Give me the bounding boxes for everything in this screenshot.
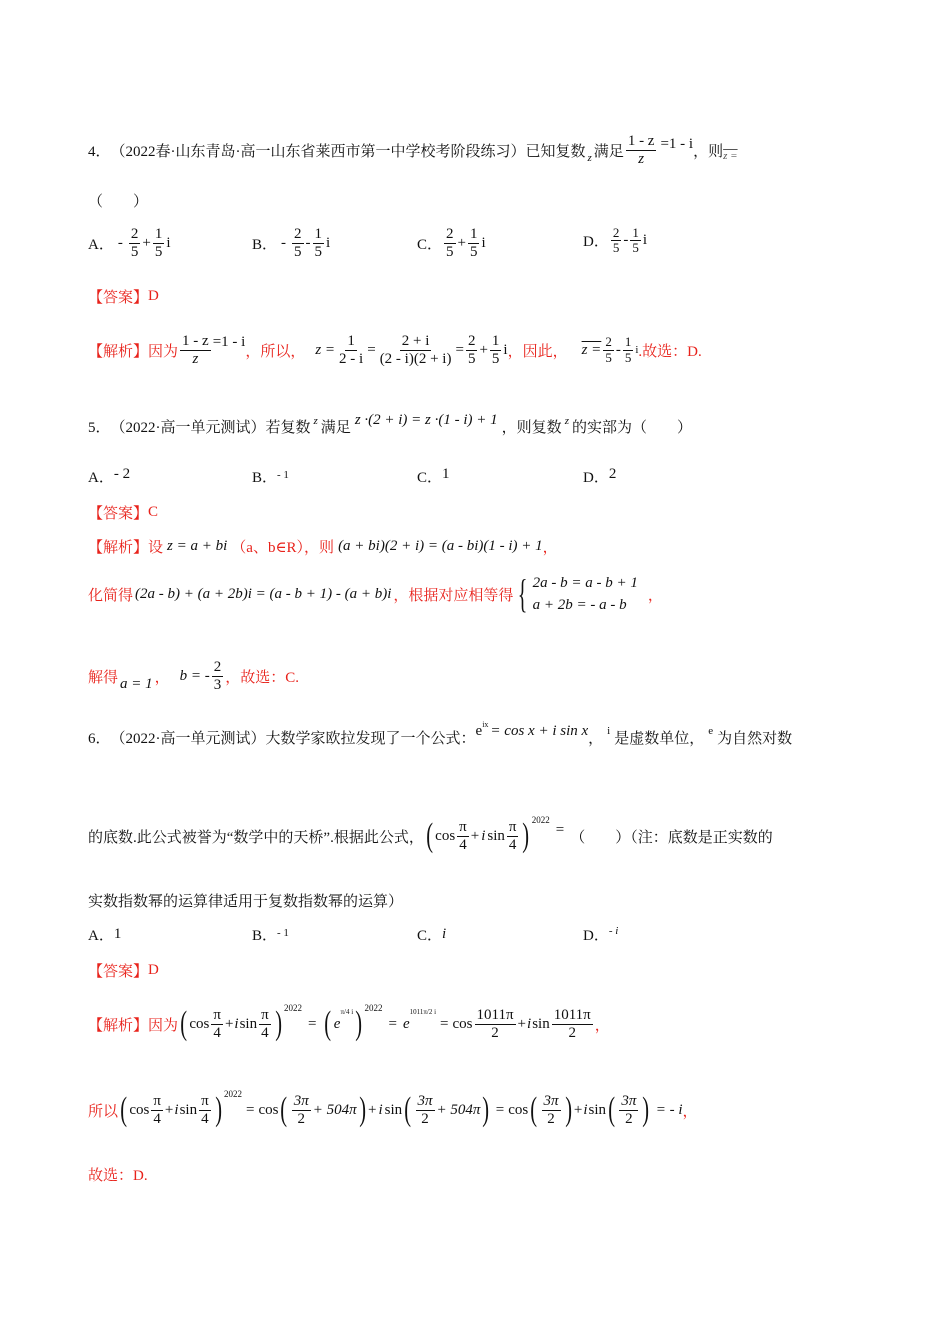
q5-text-end2: 的实部为（ ） <box>571 420 692 436</box>
expr-plus: + <box>164 1101 174 1118</box>
option-label: A． <box>88 470 114 486</box>
option-label: C． <box>417 928 443 944</box>
option-op: - <box>305 234 311 251</box>
q4-zbar: z = <box>723 150 738 162</box>
option-value: 1 <box>113 926 122 942</box>
frac-den: 5 <box>446 243 454 260</box>
analysis-text: 所以 <box>88 1103 119 1120</box>
q6-analysis-2 <box>88 1080 698 1140</box>
frac-num: 3π <box>543 1093 559 1109</box>
q5-option-d[interactable] <box>583 466 616 487</box>
option-unit: i <box>166 234 171 251</box>
frac-num: π <box>508 819 517 835</box>
answer-tag: 【答案】 <box>88 964 149 980</box>
calc-z: z = <box>315 341 336 358</box>
q5-z-symbol: z <box>564 414 569 427</box>
right-paren: ) <box>214 1091 222 1128</box>
frac-num: 1 <box>347 333 355 349</box>
expr-sin: sin <box>239 1015 258 1032</box>
left-paren: ( <box>404 1091 412 1128</box>
q5-analysis-1 <box>88 536 558 557</box>
q4-text-mid: 满足 <box>593 143 624 160</box>
q6-stem-3: 实数指数幂的运算律适用于复数指数幂的运算） <box>88 894 404 910</box>
analysis-text: 因为 <box>148 1017 179 1034</box>
q5-option-c[interactable] <box>417 466 450 487</box>
frac-den: 5 <box>130 243 139 260</box>
equals: = <box>388 1015 397 1032</box>
q4-frac-num: 1 - z <box>627 133 655 149</box>
expr-plus: + <box>368 1101 377 1118</box>
analysis-text: ， <box>682 1103 698 1120</box>
equals: = <box>440 1015 449 1032</box>
frac-num: π <box>459 819 467 835</box>
q5-option-b[interactable] <box>252 466 289 487</box>
frac-num: π <box>153 1093 161 1109</box>
analysis-eq: z = a + bi <box>167 538 228 554</box>
analysis-text: ， <box>542 540 558 556</box>
analysis-text: ， <box>594 1017 610 1034</box>
frac-num: 3π <box>621 1093 637 1109</box>
frac-num: 1 <box>632 225 639 240</box>
minus: - <box>615 341 621 358</box>
frac-num: 1011π <box>476 1007 514 1023</box>
answer-tag: 【答案】 <box>88 506 149 522</box>
expr-cos: cos <box>258 1101 279 1118</box>
q4-paren: （ ） <box>88 194 149 210</box>
frac-num: 1 <box>154 226 163 242</box>
q4-analysis <box>88 320 702 380</box>
frac-num: π <box>213 1007 221 1023</box>
analysis-eq: a = 1 <box>120 675 153 692</box>
frac-num: 2 <box>612 225 620 240</box>
q4-option-a[interactable] <box>88 226 170 260</box>
frac-den: 2 <box>568 1024 576 1041</box>
analysis-text: （a、b∈R），则 <box>231 540 335 556</box>
frac-num: 1 <box>469 226 478 242</box>
frac-num: 2 <box>130 226 139 242</box>
option-op: + <box>457 234 466 251</box>
option-unit: i <box>642 232 648 249</box>
q4-option-b[interactable] <box>252 226 330 260</box>
q5-option-a[interactable] <box>88 466 130 487</box>
expr-plus: + <box>470 827 480 844</box>
frac-den: 2 <box>625 1110 633 1127</box>
expr-cos: cos <box>129 1101 150 1118</box>
frac-num: 3π <box>417 1093 433 1109</box>
frac-num: 1011π <box>553 1007 591 1023</box>
expr-e: e <box>402 1015 410 1032</box>
analysis-text: ，根据对应相等得 <box>393 587 514 604</box>
q6-source: （2022·高一单元测试）大数学家欧拉发现了一个公式： <box>110 730 476 747</box>
q4-stem <box>88 128 738 172</box>
frac-den: 5 <box>467 350 476 367</box>
option-label: C． <box>417 470 443 486</box>
option-value: 2 <box>608 466 617 482</box>
exponent: 2022 <box>364 1003 383 1013</box>
q6-i-symbol: i <box>607 725 611 737</box>
left-paren: ( <box>530 1091 538 1128</box>
equals: = <box>555 821 565 838</box>
frac-num: 2 <box>294 226 302 242</box>
analysis-text: 因为 <box>148 343 179 360</box>
expr-i: i <box>583 1101 588 1118</box>
right-paren: ) <box>522 817 530 854</box>
frac-num: 3π <box>293 1093 309 1109</box>
q6-option-c[interactable] <box>417 924 446 945</box>
right-paren: ) <box>642 1091 650 1128</box>
analysis-text: 化简得 <box>88 587 134 604</box>
q4-source: （2022春·山东青岛·高一山东省莱西市第一中学校考阶段练习）已知复数 <box>110 143 586 160</box>
frac-den: 4 <box>459 836 467 853</box>
option-sign: - <box>281 234 287 251</box>
frac-den: 2 <box>421 1110 429 1127</box>
right-paren: ) <box>482 1091 490 1128</box>
option-label: D． <box>583 470 609 486</box>
q6-option-b[interactable] <box>252 924 289 945</box>
q6-text: 为自然对数 <box>717 730 793 747</box>
frac-den: 5 <box>314 243 323 260</box>
frac-num: 2 <box>213 659 222 675</box>
expr-i: i <box>378 1101 383 1118</box>
option-op: - <box>623 232 629 249</box>
frac-den: 5 <box>632 240 639 256</box>
q6-analysis-1 <box>88 994 610 1054</box>
rhs: =1 - i <box>212 333 246 350</box>
expr-plus: + <box>573 1101 583 1118</box>
q6-number: 6． <box>88 730 111 747</box>
expr-cos: cos <box>435 827 456 844</box>
option-value: - i <box>608 924 619 937</box>
q6-text: 是虚数单位， <box>614 730 705 747</box>
expr-cos: cos <box>452 1015 473 1032</box>
q5-text-end: ，则复数 <box>501 420 562 436</box>
imag-unit: i <box>503 341 508 358</box>
frac-den: 4 <box>213 1024 221 1041</box>
expr-e: e <box>333 1015 341 1032</box>
expr-i: i <box>481 827 486 844</box>
exponent: 2022 <box>223 1089 242 1099</box>
option-value: - 1 <box>277 468 289 481</box>
q5-analysis-2 <box>88 570 663 618</box>
q4-frac-den: z <box>638 150 645 167</box>
analysis-eq: (a + bi)(2 + i) = (a - bi)(1 - i) + 1 <box>338 538 543 554</box>
option-value: - 1 <box>277 926 289 939</box>
system-eq-2: a + 2b = - a - b <box>532 597 627 613</box>
q6-analysis-3: 故选：D. <box>88 1168 148 1184</box>
option-unit: i <box>481 234 486 251</box>
q6-stem-1 <box>88 719 868 752</box>
frac-num: 2 <box>446 226 454 242</box>
frac-den: 5 <box>605 349 612 365</box>
expr-i: i <box>527 1015 532 1032</box>
right-paren: ) <box>274 1005 282 1042</box>
q6-answer <box>88 960 159 981</box>
q4-number: 4． <box>88 143 111 160</box>
q6-stem-2 <box>88 806 773 866</box>
frac-num: 2 + i <box>401 333 430 349</box>
equals: = <box>245 1101 255 1118</box>
expr-i: i <box>174 1101 179 1118</box>
q6-euler-rhs: = cos x + i sin x <box>490 722 589 739</box>
frac-den: 5 <box>624 349 632 365</box>
left-paren: ( <box>324 1005 332 1042</box>
q6-text: （ ）（注：底数是正实数的 <box>570 829 773 846</box>
expr-sin: sin <box>179 1101 198 1118</box>
q5-source: （2022·高一单元测试）若复数 <box>110 420 311 436</box>
q4-condition-fraction <box>626 133 657 167</box>
analysis-text: ，因此， <box>507 343 568 360</box>
system-eq-1: 2a - b = a - b + 1 <box>532 574 638 591</box>
frac-den: 2 <box>547 1110 555 1127</box>
frac-den: 2 <box>297 1110 306 1127</box>
expr-plus: + <box>224 1015 234 1032</box>
expr-sin: sin <box>487 827 505 844</box>
expr-add: + 504π <box>436 1101 481 1118</box>
equals: = <box>308 1015 317 1032</box>
q6-option-d[interactable] <box>583 924 618 945</box>
q5-answer <box>88 502 158 523</box>
expr-i: i <box>234 1015 239 1032</box>
result: = - i <box>655 1101 683 1118</box>
frac-den: 5 <box>612 240 620 256</box>
analysis-tag: 【解析】 <box>88 540 149 556</box>
right-paren: ) <box>564 1091 572 1128</box>
expr-cos: cos <box>189 1015 210 1032</box>
q5-z-symbol: z <box>313 414 318 427</box>
frac-den: 3 <box>213 676 222 693</box>
frac-den: 4 <box>201 1110 209 1127</box>
q4-option-c[interactable] <box>417 226 486 260</box>
q4-option-d[interactable] <box>583 226 647 256</box>
analysis-text: ，故选：C. <box>225 669 300 686</box>
zbar-eq: z = <box>581 341 602 358</box>
imag-unit: i <box>635 344 639 356</box>
option-label: A． <box>88 236 114 253</box>
answer-value: C <box>148 504 159 520</box>
system-brace: { <box>518 571 528 616</box>
exp-sup: 1011π/2 i <box>409 1008 437 1016</box>
q5-text-mid: 满足 <box>320 420 351 436</box>
option-label: B． <box>252 236 278 253</box>
plus: + <box>479 341 488 358</box>
right-paren: ) <box>355 1005 363 1042</box>
left-paren: ( <box>426 817 433 854</box>
q4-text-end: ，则 <box>693 143 724 160</box>
exponent: 2022 <box>284 1003 302 1013</box>
option-value: 1 <box>442 466 450 482</box>
left-paren: ( <box>120 1091 128 1128</box>
left-paren: ( <box>608 1091 616 1128</box>
exp-sup: π/4 i <box>340 1008 354 1016</box>
analysis-eq: (2a - b) + (a + 2b)i = (a - b + 1) - (a + b)i <box>135 585 392 602</box>
answer-tag: 【答案】 <box>88 290 149 306</box>
q4-z-symbol: z <box>587 152 592 164</box>
frac-den: 5 <box>294 243 302 260</box>
equals: = <box>455 341 464 358</box>
q5-equation: z ·(2 + i) = z ·(1 - i) + 1 <box>354 412 498 428</box>
frac-num: π <box>261 1007 269 1023</box>
frac-den: 5 <box>491 350 500 367</box>
exponent: 2022 <box>531 815 550 825</box>
frac-den: 4 <box>508 836 517 853</box>
option-label: A． <box>88 928 114 944</box>
frac-den: (2 - i)(2 + i) <box>379 350 452 367</box>
frac-num: 2 <box>467 333 476 349</box>
option-sign: - <box>117 234 123 251</box>
answer-value: D <box>148 288 159 304</box>
left-paren: ( <box>180 1005 188 1042</box>
equals: = <box>367 341 376 358</box>
q5-stem <box>88 412 692 437</box>
option-op: + <box>142 234 151 251</box>
option-label: D． <box>583 234 609 251</box>
frac-num: 1 <box>624 334 632 350</box>
frac-den: 2 - i <box>339 350 364 367</box>
option-label: D． <box>583 928 609 944</box>
expr-sin: sin <box>532 1015 550 1032</box>
analysis-eq: b = - <box>179 667 210 684</box>
q6-euler-e: e <box>475 722 483 739</box>
expr-plus: + <box>517 1015 527 1032</box>
q6-text: 的底数.此公式被誉为“数学中的天桥”.根据此公式， <box>88 829 424 846</box>
expr-sin: sin <box>384 1101 403 1118</box>
frac-num: π <box>201 1093 209 1109</box>
q4-answer <box>88 286 159 307</box>
equals: = <box>495 1101 505 1118</box>
left-paren: ( <box>280 1091 288 1128</box>
frac-num: 1 <box>314 226 323 242</box>
option-value: i <box>442 926 447 942</box>
q5-analysis-3 <box>88 652 299 700</box>
frac-den: 5 <box>154 243 163 260</box>
frac-num: 2 <box>605 334 612 350</box>
option-label: C． <box>417 236 443 253</box>
q6-euler-sup: ix <box>482 719 489 729</box>
option-label: B． <box>252 470 278 486</box>
frac-den: 5 <box>469 243 478 260</box>
analysis-tag: 【解析】 <box>88 343 149 360</box>
analysis-text: .故选：D. <box>638 343 702 360</box>
analysis-text: ， <box>154 669 170 686</box>
right-paren: ) <box>358 1091 366 1128</box>
q6-e-symbol: e <box>708 725 714 737</box>
frac-den: 2 <box>491 1024 499 1041</box>
analysis-text: ， <box>647 587 663 604</box>
option-unit: i <box>326 234 331 251</box>
analysis-text: 设 <box>148 540 164 556</box>
option-value: - 2 <box>113 466 131 482</box>
q6-text: ， <box>588 730 604 747</box>
analysis-text: 解得 <box>88 669 119 686</box>
expr-sin: sin <box>588 1101 607 1118</box>
q5-number: 5． <box>88 420 111 436</box>
analysis-text: ，所以， <box>245 343 306 360</box>
answer-value: D <box>148 962 159 978</box>
expr-add: + 504π <box>312 1101 357 1118</box>
frac-den: 4 <box>261 1024 269 1041</box>
frac-den: 4 <box>153 1110 161 1127</box>
q4-rhs: =1 - i <box>660 135 694 152</box>
option-label: B． <box>252 928 278 944</box>
frac-num: 1 <box>491 333 500 349</box>
frac-num: 1 - z <box>182 333 209 349</box>
q6-option-a[interactable] <box>88 924 121 945</box>
expr-cos: cos <box>508 1101 529 1118</box>
frac-den: z <box>192 350 199 367</box>
equation-system <box>533 572 638 617</box>
analysis-tag: 【解析】 <box>88 1017 149 1034</box>
